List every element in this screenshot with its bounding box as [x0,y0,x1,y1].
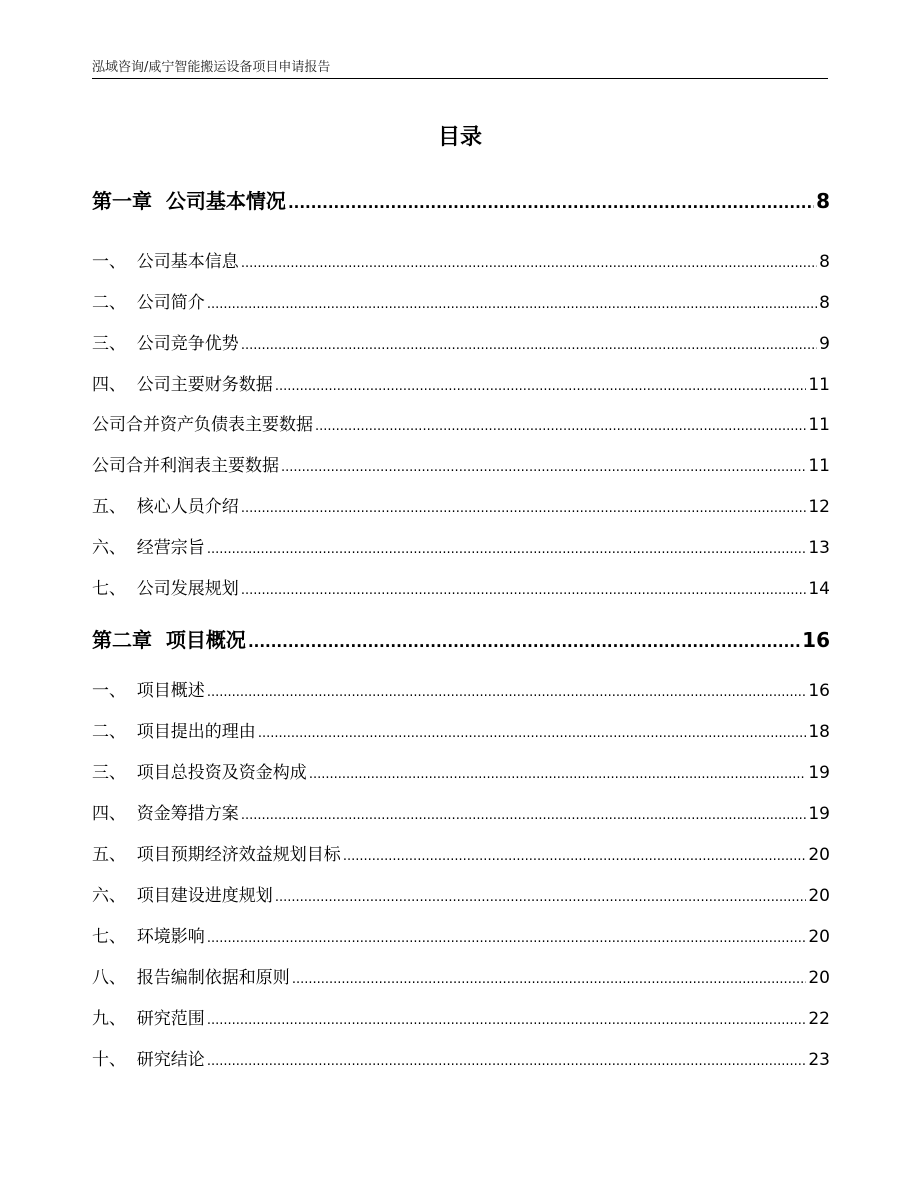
toc-entry[interactable] [92,1045,830,1070]
toc-entry[interactable] [92,1004,830,1029]
dot-leader [207,1054,807,1069]
dot-leader [315,419,806,434]
toc-entry-page: 9 [819,334,830,354]
toc-entry-page: 8 [819,252,830,272]
running-header: 泓域咨询/咸宁智能搬运设备项目申请报告 [92,60,331,75]
toc-entry-page: 11 [808,415,830,435]
toc-entry-label: 四、 资金筹措方案 [92,804,239,824]
toc-entry-label: 五、 项目预期经济效益规划目标 [92,845,341,865]
dot-leader [275,890,807,905]
toc-entry[interactable] [92,410,830,435]
toc-entry-page: 20 [808,886,830,906]
dot-leader [248,633,800,651]
toc-entry[interactable] [92,963,830,988]
dot-leader [207,1013,807,1028]
toc-entry-label: 一、 项目概述 [92,681,205,701]
toc-entry-page: 16 [802,628,830,652]
dot-leader [241,338,817,353]
toc-entry-page: 8 [819,293,830,313]
toc-entry[interactable] [92,840,830,865]
toc-entry[interactable] [92,799,830,824]
toc-entry-label: 三、 公司竞争优势 [92,334,239,354]
toc-entry-label: 公司合并资产负债表主要数据 [92,415,313,435]
toc-entry[interactable] [92,492,830,517]
dot-leader [241,808,807,823]
toc-entry[interactable] [92,717,830,742]
toc-entry-label: 七、 公司发展规划 [92,579,239,599]
toc-entry-label: 六、 项目建设进度规划 [92,886,273,906]
toc-entry-page: 13 [808,538,830,558]
toc-title: 目录 [437,125,482,150]
toc-entry-page: 16 [808,681,830,701]
toc-entry-label: 第一章 公司基本情况 [92,189,286,213]
dot-leader [292,972,807,987]
toc-entry-label: 九、 研究范围 [92,1009,205,1029]
toc-entry-page: 19 [808,763,830,783]
dot-leader [288,194,814,212]
dot-leader [207,685,807,700]
dot-leader [207,297,817,312]
toc-entry-page: 19 [808,804,830,824]
toc-entry[interactable] [92,881,830,906]
toc-entry-label: 十、 研究结论 [92,1050,205,1070]
toc-entry[interactable] [92,370,830,395]
dot-leader [258,726,807,741]
toc-entry[interactable] [92,533,830,558]
toc-entry-label: 二、 项目提出的理由 [92,722,256,742]
dot-leader [281,460,806,475]
toc-entry-page: 18 [808,722,830,742]
toc-entry-label: 五、 核心人员介绍 [92,497,239,517]
toc-entry[interactable] [92,288,830,313]
toc-entry-label: 第二章 项目概况 [92,628,246,652]
toc-entry-page: 20 [808,968,830,988]
toc-entry[interactable] [92,922,830,947]
toc-entry[interactable] [92,451,830,476]
toc-entry-page: 8 [816,189,830,213]
toc-entry-page: 11 [808,375,830,395]
toc-entry-page: 14 [808,579,830,599]
dot-leader [207,542,807,557]
dot-leader [241,583,807,598]
table-of-contents [92,0,830,1191]
toc-entry-label: 二、 公司简介 [92,293,205,313]
toc-entry-label: 八、 报告编制依据和原则 [92,968,290,988]
toc-entry-label: 六、 经营宗旨 [92,538,205,558]
toc-entry[interactable] [92,574,830,599]
toc-entry[interactable] [92,758,830,783]
toc-entry[interactable] [92,247,830,272]
toc-entry-page: 20 [808,845,830,865]
dot-leader [343,849,807,864]
toc-entry-page: 22 [808,1009,830,1029]
toc-entry[interactable] [92,329,830,354]
toc-entry-page: 23 [808,1050,830,1070]
dot-leader [275,379,807,394]
toc-entry-label: 三、 项目总投资及资金构成 [92,763,307,783]
toc-entry-page: 12 [808,497,830,517]
toc-entry-page: 20 [808,927,830,947]
toc-entry-chapter-1[interactable] [92,185,830,214]
toc-entry-label: 一、 公司基本信息 [92,252,239,272]
toc-entry-chapter-2[interactable] [92,624,830,653]
toc-entry-page: 11 [808,456,830,476]
toc-entry[interactable] [92,676,830,701]
toc-entry-label: 七、 环境影响 [92,927,205,947]
dot-leader [241,256,817,271]
dot-leader [309,767,807,782]
toc-entry-label: 公司合并利润表主要数据 [92,456,279,476]
dot-leader [241,501,807,516]
toc-entry-label: 四、 公司主要财务数据 [92,375,273,395]
dot-leader [207,931,807,946]
